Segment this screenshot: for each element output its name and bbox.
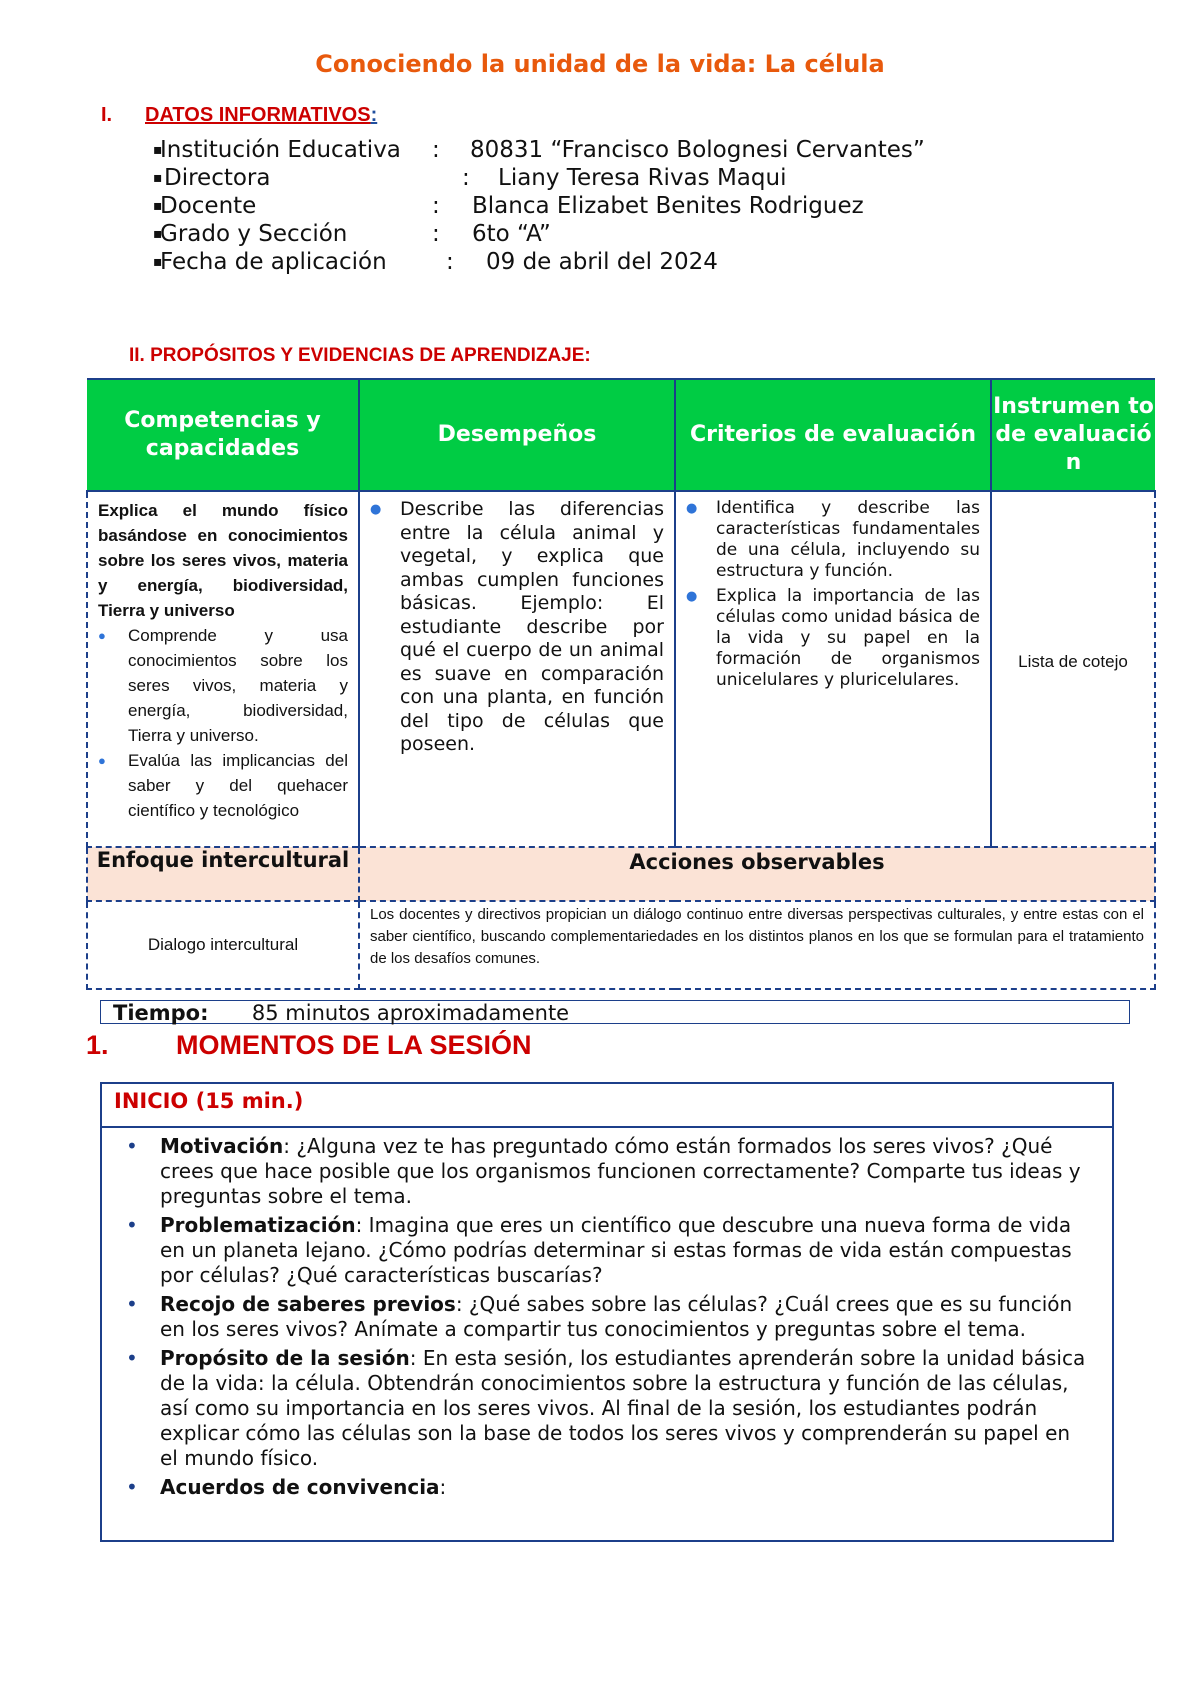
desempeno-item: ● Describe las diferencias entre la célula animal y vegetal, y explica que ambas cumplen funciones básicas. Ejemplo: El estudiante describe por qué el cuerpo de un animal es suave en comparación con una planta, en función del tipo de células que poseen. [370,498,664,757]
criterios-cell [675,491,991,847]
inicio-item: • Problematización: Imagina que eres un científico que descubre una nueva forma de vida en un planeta lejano. ¿Cómo podrías determinar si estas formas de vida están compuestas por células? ¿Qué características buscarías? [124,1213,1092,1288]
propositos-table [86,378,1156,990]
info-label: Fecha de aplicación [160,249,387,275]
document-title: Conociendo la unidad de la vida: La célula [315,50,885,78]
header-desempenos: Desempeños [359,379,675,491]
enfoque-header: Enfoque intercultural [87,847,359,901]
momentos-label: MOMENTOS DE LA SESIÓN [176,1030,532,1060]
section-datos-heading [101,104,377,127]
section-number: I. [101,104,113,126]
section-number: II. [129,345,145,366]
bullet-icon: ▪ [153,254,163,270]
info-label: Grado y Sección [160,221,348,247]
header-criterios: Criterios de evaluación [675,379,991,491]
acciones-value: Los docentes y directivos propician un diálogo continuo entre diversas perspectivas culturales, y entre estas con el saber científico, buscando complementariedades en los distintos planos en los que se formulan para el tratamiento de los desafíos comunes. [359,901,1155,989]
instrumento-cell [991,491,1155,847]
info-value: Liany Teresa Rivas Maqui [498,165,787,191]
info-separator: : [432,193,440,219]
section-colon: : [370,104,378,126]
section-label: PROPÓSITOS Y EVIDENCIAS DE APRENDIZAJE: [150,345,591,366]
competencia-title: Explica el mundo físico basándose en conocimientos sobre los seres vivos, materia y energía, biodiversidad, Tierra y universo [98,501,348,620]
capacidad-item: ● Comprende y usa conocimientos sobre los seres vivos, materia y energía, biodiversidad, Tierra y universo. [98,623,348,748]
info-value: 80831 “Francisco Bolognesi Cervantes” [470,137,925,163]
inicio-item: • Acuerdos de convivencia: [124,1475,1092,1500]
section-propositos-heading [129,345,591,367]
tiempo-value: 85 minutos aproximadamente [251,1001,570,1025]
momentos-number: 1. [86,1030,109,1060]
inicio-item: • Propósito de la sesión: En esta sesión, los estudiantes aprenderán sobre la unidad básica de la vida: la célula. Obtendrán conocimientos sobre la estructura y función de las células, así como su importancia en los seres vivos. Al final de la sesión, los estudiantes podrán explicar cómo las células son la base de todos los seres vivos y comprenderán su papel en el mundo físico. [124,1346,1092,1471]
instrumento-value: Lista de cotejo [1018,652,1128,671]
info-separator: : [446,249,454,275]
competencias-content [98,498,348,823]
header-instrumento: Instrumen to de evaluació n [991,379,1155,491]
info-label: Institución Educativa [160,137,401,163]
info-value: 09 de abril del 2024 [486,249,718,275]
momentos-heading [86,1030,532,1061]
criterio-item: ● Explica la importancia de las células como unidad básica de la vida y su papel en la formación de organismos unicelulares y pluricelulares. [686,586,980,691]
info-label: Directora [164,165,271,191]
bullet-icon: ▪ [153,142,163,158]
tiempo-label: Tiempo: [113,1001,209,1025]
info-separator: : [432,137,440,163]
enfoque-value: Dialogo intercultural [87,901,359,989]
section-label: DATOS INFORMATIVOS [145,104,371,126]
info-separator: : [432,221,440,247]
inicio-heading: INICIO (15 min.) [102,1084,1112,1128]
capacidad-item: ● Evalúa las implicancias del saber y del quehacer científico y tecnológico [98,748,348,823]
tiempo-box [100,1000,1130,1024]
desempenos-cell [359,491,675,847]
competencias-cell [87,491,359,847]
info-value: 6to “A” [472,221,551,247]
info-label: Docente [160,193,257,219]
inicio-item: • Motivación: ¿Alguna vez te has preguntado cómo están formados los seres vivos? ¿Qué crees que hace posible que los organismos funcionen correctamente? Comparte tus ideas y preguntas sobre el tema. [124,1134,1092,1209]
criterio-item: ● Identifica y describe las características fundamentales de una célula, incluyendo su estructura y función. [686,498,980,582]
bullet-icon: ▪ [153,198,163,214]
inicio-item: • Recojo de saberes previos: ¿Qué sabes sobre las células? ¿Cuál crees que es su función en los seres vivos? Anímate a compartir tus conocimientos y preguntas sobre el tema. [124,1292,1092,1342]
header-competencias: Competencias y capacidades [87,379,359,491]
bullet-icon: ▪ [153,226,163,242]
inicio-box [100,1082,1114,1542]
info-value: Blanca Elizabet Benites Rodriguez [472,193,864,219]
bullet-icon: ▪ [153,170,163,186]
inicio-content [102,1128,1112,1500]
info-separator: : [462,165,470,191]
acciones-header: Acciones observables [359,847,1155,901]
